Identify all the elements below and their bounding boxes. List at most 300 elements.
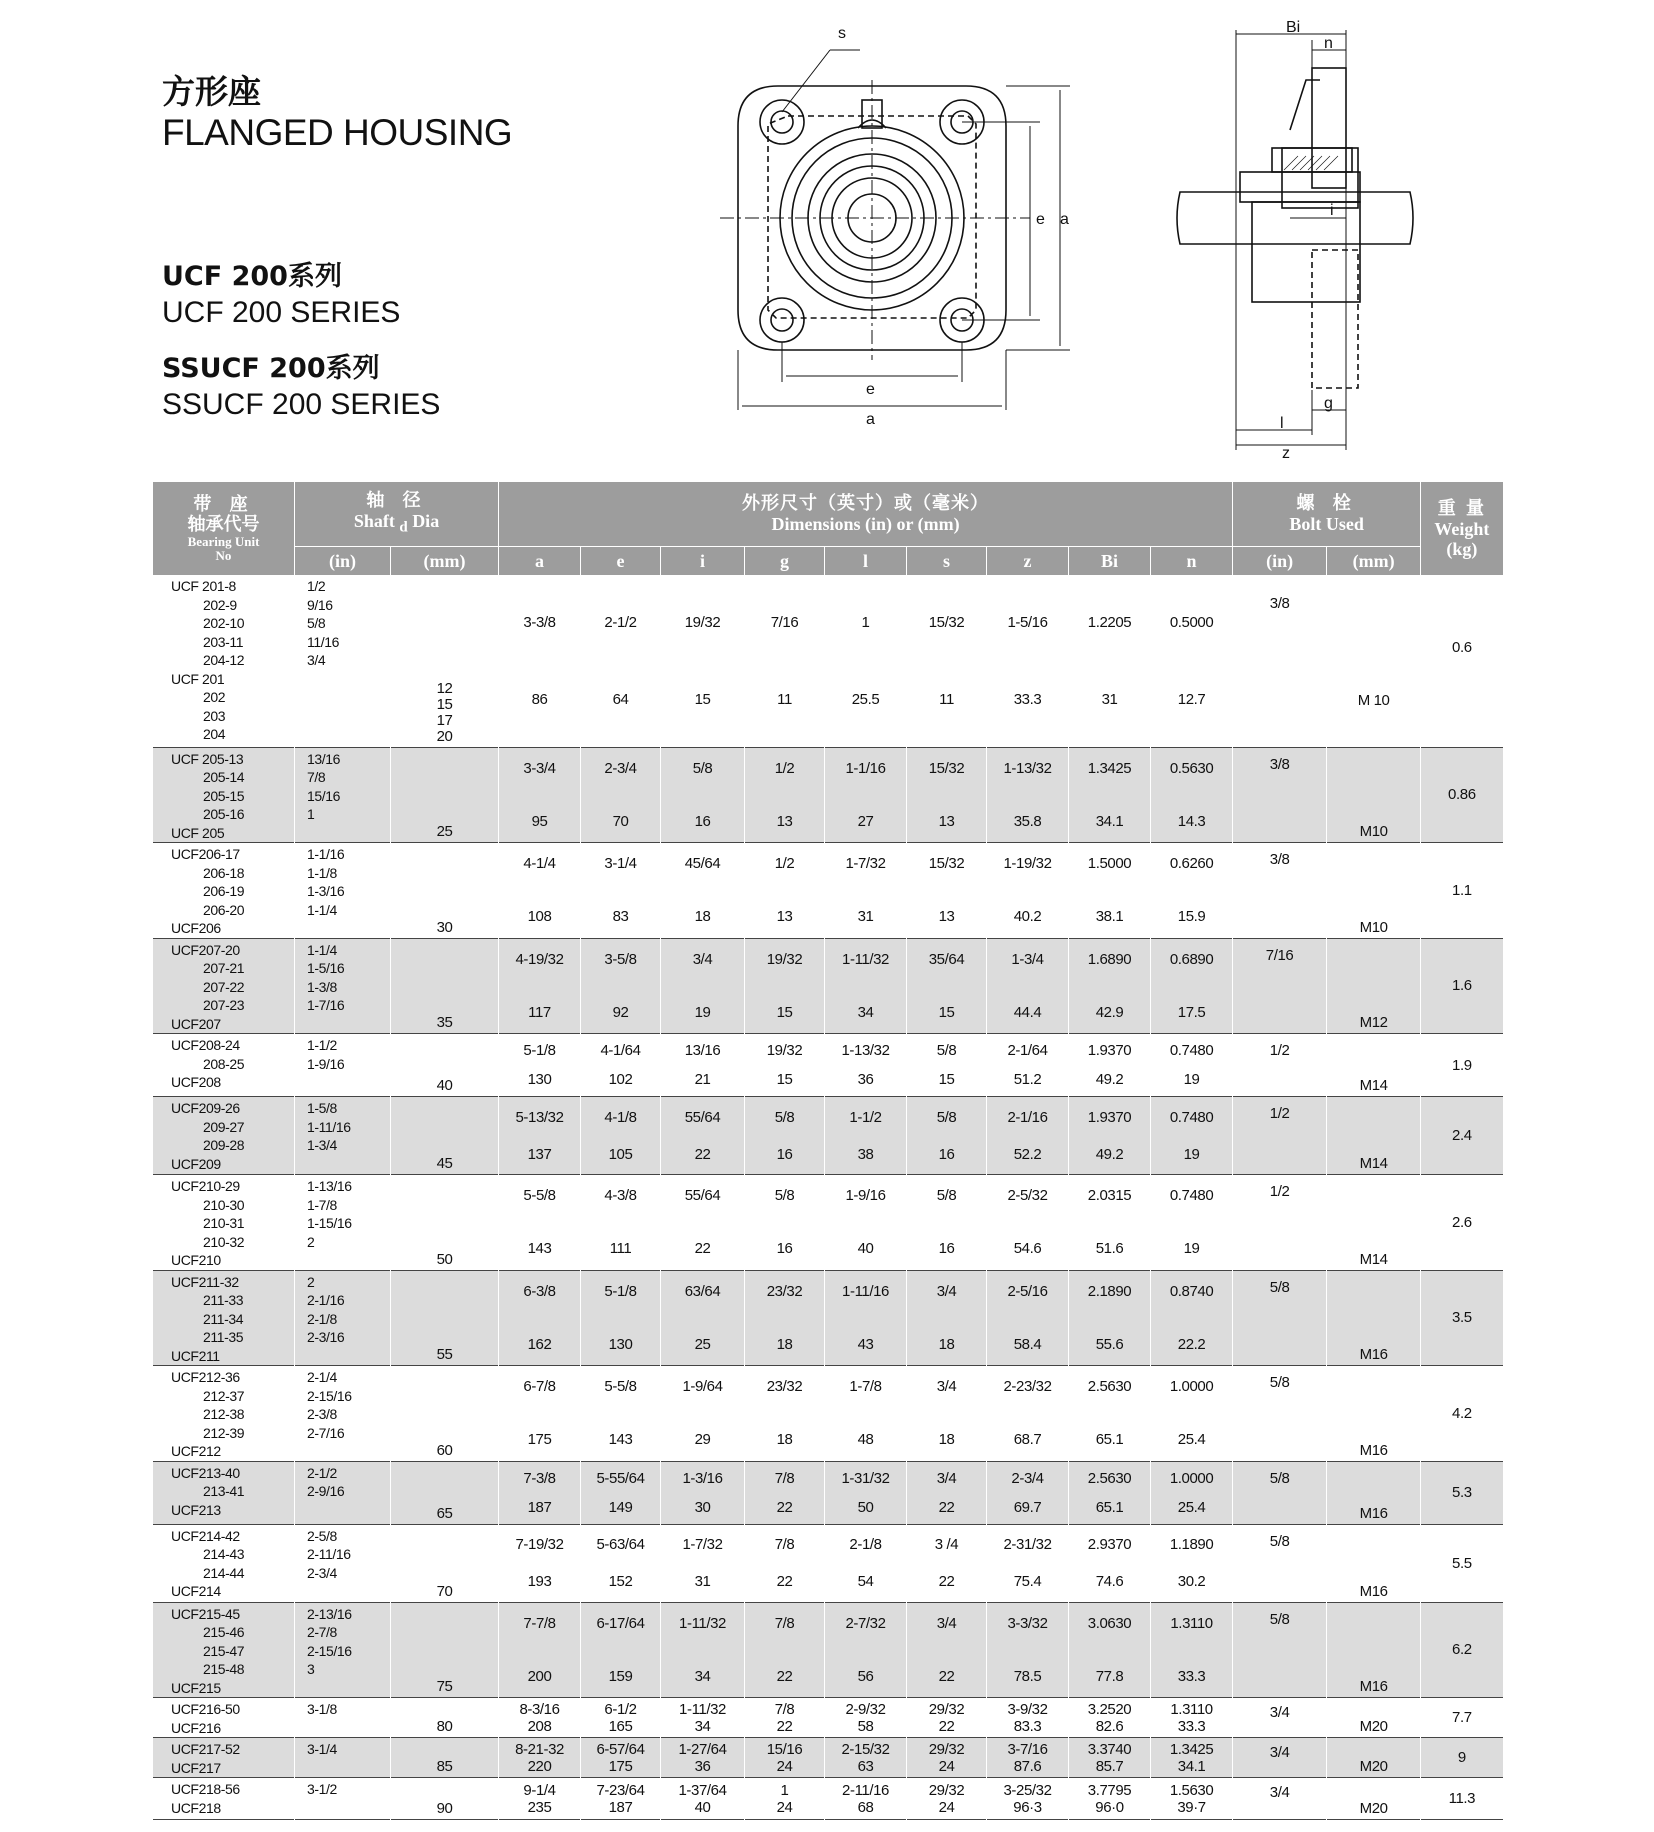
dim-z-cell: [987, 1778, 1069, 1820]
dim-n-mm: 22.2: [1177, 1335, 1206, 1353]
dim-bi-cell: [1069, 1175, 1151, 1271]
header-col-n: n: [1151, 547, 1233, 576]
dim-l-cell: [825, 1778, 907, 1820]
dim-g-cell: [745, 1461, 825, 1524]
dim-i-in: 63/64: [684, 1282, 721, 1300]
bearing-no: 215-47: [203, 1642, 245, 1659]
dim-g-cell: [745, 1698, 825, 1738]
bearing-no-cell: [153, 1738, 295, 1778]
bearing-no: 205-14: [203, 769, 245, 785]
bearing-no: 210-31: [203, 1215, 245, 1231]
bolt-in: 5/8: [1233, 1602, 1327, 1698]
dim-n-in: 1.3425: [1169, 1740, 1214, 1758]
header-row-2: [153, 547, 1503, 576]
dim-z-mm: 87.6: [1013, 1757, 1042, 1775]
table-row: [153, 843, 1503, 939]
shaft-mm: 70: [436, 1582, 453, 1600]
shaft-in: 1-1/16: [307, 846, 345, 862]
dim-g-mm: 15: [776, 1003, 793, 1021]
dim-s-cell: [907, 1778, 987, 1820]
dim-bi-cell: [1069, 1097, 1151, 1175]
bearing-no: 204: [203, 726, 226, 742]
dim-e-mm: 175: [608, 1757, 633, 1775]
shaft-in: 7/8: [307, 769, 326, 785]
dim-n-in: 1.5630: [1169, 1781, 1214, 1799]
shaft-in-cell: [295, 1175, 391, 1271]
shaft-mm-cell: [391, 747, 499, 843]
header-col-i: i: [661, 547, 745, 576]
header-bolt-mm: (mm): [1327, 547, 1421, 576]
header-shaft-mm: (mm): [391, 547, 499, 576]
dim-s-in: 3 /4: [934, 1536, 959, 1553]
shaft-in-cell: [295, 1778, 391, 1820]
dim-g-in: 23/32: [766, 1282, 803, 1300]
dim-e-in: 5-5/8: [604, 1378, 637, 1396]
weight: 6.2: [1421, 1602, 1503, 1698]
header-row-1: [153, 482, 1503, 547]
dim-n-mm: 17.5: [1177, 1003, 1206, 1021]
shaft-mm: 30: [436, 918, 453, 936]
dim-z-cell: [987, 938, 1069, 1034]
series-ucf-cn: UCF 200系列: [162, 261, 342, 292]
dim-n-in: 1.0000: [1169, 1378, 1214, 1396]
dim-e-mm: 70: [612, 812, 629, 830]
dim-l-mm: 48: [857, 1431, 874, 1449]
bolt-mm: M14: [1327, 1034, 1421, 1097]
bearing-no: UCF211-32: [171, 1273, 239, 1290]
dim-l-in: 1-31/32: [841, 1469, 890, 1487]
dim-i-in: 1-11/32: [679, 1700, 726, 1718]
dim-l-in: 2-11/16: [842, 1781, 889, 1799]
bearing-no: 209-28: [203, 1137, 245, 1153]
dim-g-cell: [745, 1366, 825, 1462]
shaft-in: 1-5/16: [307, 960, 345, 976]
dim-z-in: 2-1/16: [1007, 1108, 1048, 1126]
dim-s-mm: 13: [938, 812, 955, 830]
dim-l-mm: 34: [857, 1003, 874, 1021]
bolt-in: 3/8: [1233, 747, 1327, 843]
dim-l-cell: [825, 1461, 907, 1524]
dim-e-in: 4-1/64: [600, 1042, 641, 1059]
shaft-mm-cell: [391, 1524, 499, 1602]
dim-i-mm: 36: [694, 1757, 711, 1775]
dim-bi-mm: 77.8: [1095, 1667, 1124, 1685]
dim-s-mm: 22: [938, 1667, 955, 1685]
dim-g-cell: [745, 575, 825, 747]
dim-z-mm: 78.5: [1013, 1667, 1042, 1685]
shaft-mm-cell: [391, 575, 499, 747]
dim-z-mm: 83.3: [1013, 1717, 1042, 1735]
dim-i-mm: 29: [694, 1431, 711, 1449]
shaft-mm-cell: [391, 1602, 499, 1698]
bearing-no: UCF 205-13: [171, 750, 244, 767]
shaft-mm: 80: [436, 1718, 453, 1735]
dim-i-mm: 18: [694, 908, 711, 926]
bearing-no: 210-32: [203, 1233, 245, 1250]
dim-a-mm: 220: [527, 1757, 552, 1775]
dim-n-mm: 34.1: [1177, 1757, 1206, 1775]
bolt-in: 7/16: [1233, 938, 1327, 1034]
bearing-no: UCF216-50: [171, 1701, 240, 1717]
dim-bi-cell: [1069, 1738, 1151, 1778]
dim-a-cell: [499, 938, 581, 1034]
weight: 4.2: [1421, 1366, 1503, 1462]
bolt-mm: M14: [1327, 1175, 1421, 1271]
shaft-mm: 55: [436, 1346, 453, 1363]
bearing-no: UCF 201: [171, 670, 225, 687]
dim-n-cell: [1151, 575, 1233, 747]
bolt-mm: M16: [1327, 1524, 1421, 1602]
dim-a-in: 3-3/8: [523, 613, 556, 631]
bolt-in: 5/8: [1233, 1270, 1327, 1366]
dim-z-cell: [987, 1698, 1069, 1738]
label-z: z: [1282, 445, 1290, 462]
shaft-mm-cell: [391, 1034, 499, 1097]
bearing-no: UCF217-52: [171, 1741, 240, 1757]
dim-g-in: 15/16: [766, 1740, 803, 1758]
dim-n-cell: [1151, 843, 1233, 939]
dim-z-mm: 96·3: [1013, 1798, 1042, 1816]
label-e-right: e: [1036, 211, 1045, 228]
dim-n-in: 0.5630: [1169, 759, 1214, 777]
shaft-in: 2-15/16: [307, 1642, 352, 1659]
bearing-no-cell: [153, 1778, 295, 1820]
dim-g-mm: 22: [776, 1667, 793, 1685]
dim-a-mm: 108: [527, 908, 552, 926]
dim-z-mm: 33.3: [1013, 690, 1042, 708]
dim-i-mm: 15: [694, 690, 711, 708]
dim-n-in: 0.8740: [1169, 1282, 1214, 1300]
dim-z-mm: 52.2: [1013, 1145, 1042, 1163]
bearing-no: UCF210-29: [171, 1178, 240, 1194]
dim-n-in: 0.5000: [1169, 613, 1214, 631]
dim-s-in: 15/32: [928, 855, 965, 873]
weight: 11.3: [1421, 1778, 1503, 1820]
dim-z-cell: [987, 747, 1069, 843]
bearing-no: 207-21: [203, 960, 245, 976]
shaft-mm-cell: [391, 938, 499, 1034]
dim-a-mm: 86: [531, 690, 548, 708]
table-row: [153, 1738, 1503, 1778]
header-weight: 重 量 Weight (kg): [1421, 482, 1503, 575]
dim-z-in: 1-5/16: [1007, 613, 1048, 631]
dim-e-cell: [581, 747, 661, 843]
dim-a-mm: 193: [527, 1573, 552, 1590]
shaft-mm: 20: [436, 727, 453, 745]
series-ssucf: [162, 350, 440, 423]
dim-i-mm: 19: [694, 1003, 711, 1021]
bearing-no-cell: [153, 1034, 295, 1097]
dim-z-mm: 40.2: [1013, 908, 1042, 926]
table-row: [153, 1175, 1503, 1271]
bolt-mm: M10: [1327, 843, 1421, 939]
dim-n-in: 0.7480: [1169, 1042, 1214, 1059]
dim-s-mm: 18: [938, 1431, 955, 1449]
bearing-no: 212-37: [203, 1387, 245, 1404]
bolt-in: 5/8: [1233, 1461, 1327, 1524]
dim-n-mm: 33.3: [1177, 1667, 1206, 1685]
weight: 5.5: [1421, 1524, 1503, 1602]
dim-i-cell: [661, 1738, 745, 1778]
dim-g-mm: 16: [776, 1145, 793, 1163]
shaft-in-cell: [295, 747, 391, 843]
dim-bi-cell: [1069, 1366, 1151, 1462]
dim-e-in: 5-55/64: [596, 1469, 645, 1487]
dim-bi-in: 1.9370: [1087, 1042, 1132, 1059]
dim-l-mm: 40: [857, 1240, 874, 1258]
dim-s-in: 3/4: [936, 1469, 957, 1487]
dim-bi-mm: 55.6: [1095, 1335, 1124, 1353]
dim-z-cell: [987, 843, 1069, 939]
dim-a-in: 6-3/8: [523, 1282, 556, 1300]
shaft-in-cell: [295, 575, 391, 747]
bearing-no: UCF217: [171, 1759, 221, 1776]
dim-bi-cell: [1069, 575, 1151, 747]
shaft-mm: 45: [436, 1155, 453, 1172]
dim-z-mm: 44.4: [1013, 1003, 1042, 1021]
dim-a-in: 7-3/8: [523, 1469, 556, 1487]
shaft-in: 1-3/8: [307, 978, 337, 995]
dim-i-mm: 16: [694, 812, 711, 830]
dim-n-in: 0.7480: [1169, 1108, 1214, 1126]
dim-i-in: 3/4: [692, 950, 713, 968]
bearing-no: 207-22: [203, 978, 245, 995]
dim-a-in: 5-1/8: [523, 1042, 556, 1059]
dim-n-cell: [1151, 1175, 1233, 1271]
dim-g-in: 1: [780, 1781, 789, 1799]
dim-a-in: 4-1/4: [523, 855, 556, 873]
shaft-in: 1-13/16: [307, 1178, 352, 1194]
weight: 3.5: [1421, 1270, 1503, 1366]
bearing-no: UCF212: [171, 1443, 221, 1459]
dim-z-in: 3-25/32: [1003, 1781, 1052, 1799]
shaft-in: 1-1/8: [307, 864, 337, 881]
bearing-no: UCF213: [171, 1501, 221, 1518]
dim-n-in: 1.1890: [1169, 1536, 1214, 1553]
dim-i-in: 1-11/32: [679, 1614, 726, 1632]
bearing-no: UCF214: [171, 1583, 221, 1599]
shaft-mm: 50: [436, 1250, 453, 1268]
dim-e-in: 6-17/64: [596, 1614, 645, 1632]
dim-z-in: 2-3/4: [1011, 1469, 1044, 1487]
dim-n-mm: 33.3: [1177, 1717, 1206, 1735]
shaft-mm: 75: [436, 1678, 453, 1695]
dim-g-in: 19/32: [766, 1042, 803, 1059]
shaft-in-cell: [295, 938, 391, 1034]
dim-bi-cell: [1069, 1698, 1151, 1738]
dim-bi-in: 3.2520: [1087, 1700, 1132, 1718]
bearing-no-cell: [153, 1461, 295, 1524]
dim-s-cell: [907, 1698, 987, 1738]
dim-z-cell: [987, 1175, 1069, 1271]
dim-z-mm: 54.6: [1013, 1240, 1042, 1258]
shaft-mm: 25: [436, 823, 453, 840]
table-row: [153, 1778, 1503, 1820]
dim-bi-cell: [1069, 1461, 1151, 1524]
dim-n-mm: 19: [1183, 1145, 1200, 1163]
bearing-no-cell: [153, 1602, 295, 1698]
bearing-no: UCF207: [171, 1015, 221, 1032]
dim-bi-in: 2.5630: [1087, 1378, 1132, 1396]
table-row: [153, 575, 1503, 747]
shaft-in: 3/4: [307, 652, 326, 668]
shaft-mm-cell: [391, 1461, 499, 1524]
shaft-in: 1-1/4: [307, 901, 337, 918]
dim-a-in: 8-21-32: [515, 1740, 564, 1758]
shaft-mm: 15: [436, 695, 453, 713]
shaft-in: 2-3/16: [307, 1329, 345, 1345]
dim-e-in: 5-1/8: [604, 1282, 637, 1300]
shaft-in: 2-13/16: [307, 1605, 352, 1622]
dim-n-cell: [1151, 1097, 1233, 1175]
dim-bi-in: 1.9370: [1087, 1108, 1132, 1126]
dim-bi-in: 2.1890: [1087, 1282, 1132, 1300]
shaft-in-cell: [295, 1524, 391, 1602]
dim-e-mm: 187: [608, 1798, 633, 1816]
shaft-mm-cell: [391, 1097, 499, 1175]
dim-l-cell: [825, 1738, 907, 1778]
label-s: s: [838, 25, 846, 42]
dim-g-cell: [745, 747, 825, 843]
shaft-in-cell: [295, 1461, 391, 1524]
bearing-no: UCF215: [171, 1679, 221, 1696]
dim-l-in: 1-1/2: [849, 1108, 882, 1126]
bearing-no: 212-38: [203, 1406, 245, 1422]
dim-z-cell: [987, 575, 1069, 747]
dim-a-cell: [499, 1698, 581, 1738]
dim-l-cell: [825, 747, 907, 843]
bolt-mm: M20: [1327, 1778, 1421, 1820]
bearing-no-cell: [153, 1175, 295, 1271]
table-row: [153, 1034, 1503, 1097]
dim-s-mm: 24: [938, 1757, 955, 1775]
shaft-in: 3-1/4: [307, 1741, 337, 1757]
shaft-in: 1-15/16: [307, 1215, 352, 1231]
bearing-no: 202: [203, 689, 226, 705]
bearing-no: 215-48: [203, 1661, 245, 1677]
shaft-mm-cell: [391, 1698, 499, 1738]
bearing-no: 205-15: [203, 787, 245, 804]
dim-n-cell: [1151, 1366, 1233, 1462]
dim-bi-mm: 74.6: [1095, 1573, 1124, 1590]
dim-i-cell: [661, 1778, 745, 1820]
dim-i-mm: 31: [694, 1573, 711, 1590]
dim-e-in: 2-1/2: [604, 613, 637, 631]
bolt-mm: M14: [1327, 1097, 1421, 1175]
bearing-no-cell: [153, 1366, 295, 1462]
dim-i-cell: [661, 1524, 745, 1602]
dim-g-in: 5/8: [774, 1108, 795, 1126]
dim-n-mm: 12.7: [1177, 690, 1206, 708]
dim-a-mm: 162: [527, 1335, 552, 1353]
dim-e-mm: 92: [612, 1003, 629, 1021]
title-cn: 方形座: [162, 72, 261, 111]
bolt-mm: M16: [1327, 1602, 1421, 1698]
dim-g-mm: 24: [776, 1798, 793, 1816]
dim-l-in: 1-9/16: [845, 1187, 886, 1205]
dim-s-mm: 16: [938, 1145, 955, 1163]
dim-s-cell: [907, 1602, 987, 1698]
dim-a-in: 5-13/32: [515, 1108, 564, 1126]
front-view-drawing: [720, 20, 1100, 430]
bolt-mm: M 10: [1327, 575, 1421, 747]
dim-g-mm: 13: [776, 908, 793, 926]
dim-z-in: 2-5/32: [1007, 1187, 1048, 1205]
dim-n-mm: 25.4: [1177, 1431, 1206, 1449]
shaft-in: 1-1/4: [307, 941, 337, 958]
bearing-no: 204-12: [203, 652, 245, 668]
dim-s-cell: [907, 747, 987, 843]
dim-l-cell: [825, 1524, 907, 1602]
dim-e-cell: [581, 1175, 661, 1271]
dim-z-cell: [987, 1461, 1069, 1524]
dim-i-mm: 34: [694, 1667, 711, 1685]
dim-a-cell: [499, 747, 581, 843]
dim-g-mm: 24: [776, 1757, 793, 1775]
dim-l-in: 2-9/32: [845, 1700, 886, 1718]
dim-bi-mm: 51.6: [1095, 1240, 1124, 1258]
shaft-in-cell: [295, 1270, 391, 1366]
dim-e-mm: 64: [612, 690, 629, 708]
bearing-no: UCF210: [171, 1252, 221, 1268]
table-row: [153, 938, 1503, 1034]
dim-a-cell: [499, 1602, 581, 1698]
dim-e-in: 6-57/64: [596, 1740, 645, 1758]
shaft-mm-cell: [391, 1366, 499, 1462]
dim-a-mm: 175: [527, 1431, 552, 1449]
shaft-in: 2-1/2: [307, 1464, 337, 1481]
bearing-no: UCF214-42: [171, 1527, 240, 1544]
dim-n-mm: 19: [1183, 1071, 1200, 1088]
dim-e-cell: [581, 1034, 661, 1097]
bearing-no: UCF208: [171, 1074, 221, 1090]
dim-s-mm: 22: [938, 1717, 955, 1735]
shaft-in: 2-1/16: [307, 1292, 345, 1308]
dim-a-in: 4-19/32: [515, 950, 564, 968]
dim-s-mm: 15: [938, 1003, 955, 1021]
header-col-g: g: [745, 547, 825, 576]
side-view-drawing: [1180, 20, 1410, 460]
dim-i-mm: 34: [694, 1717, 711, 1735]
dim-s-in: 29/32: [928, 1700, 965, 1718]
dim-e-in: 5-63/64: [596, 1536, 645, 1553]
dim-e-cell: [581, 1524, 661, 1602]
dim-i-mm: 21: [694, 1071, 711, 1088]
bolt-in: 3/4: [1233, 1738, 1327, 1778]
bearing-no: UCF211: [171, 1347, 220, 1364]
shaft-in: 2-11/16: [307, 1546, 351, 1562]
dim-g-mm: 18: [776, 1431, 793, 1449]
bolt-in: 3/8: [1233, 575, 1327, 747]
weight: 0.6: [1421, 575, 1503, 747]
label-bi: Bi: [1286, 19, 1301, 36]
dim-i-cell: [661, 747, 745, 843]
shaft-in: 1-3/4: [307, 1137, 337, 1153]
dim-g-in: 7/8: [774, 1469, 795, 1487]
dim-l-in: 1-13/32: [841, 1042, 890, 1059]
bearing-no: 206-20: [203, 901, 245, 918]
bearing-no: 215-46: [203, 1624, 245, 1640]
dim-l-in: 1-7/32: [845, 855, 886, 873]
bearing-no: UCF 205: [171, 824, 225, 841]
label-a-bottom: a: [866, 411, 875, 428]
dim-s-mm: 16: [938, 1240, 955, 1258]
shaft-mm-cell: [391, 1738, 499, 1778]
dim-l-mm: 27: [857, 812, 874, 830]
dim-e-mm: 149: [608, 1498, 633, 1516]
dim-bi-mm: 85.7: [1095, 1757, 1124, 1775]
dim-s-cell: [907, 1270, 987, 1366]
